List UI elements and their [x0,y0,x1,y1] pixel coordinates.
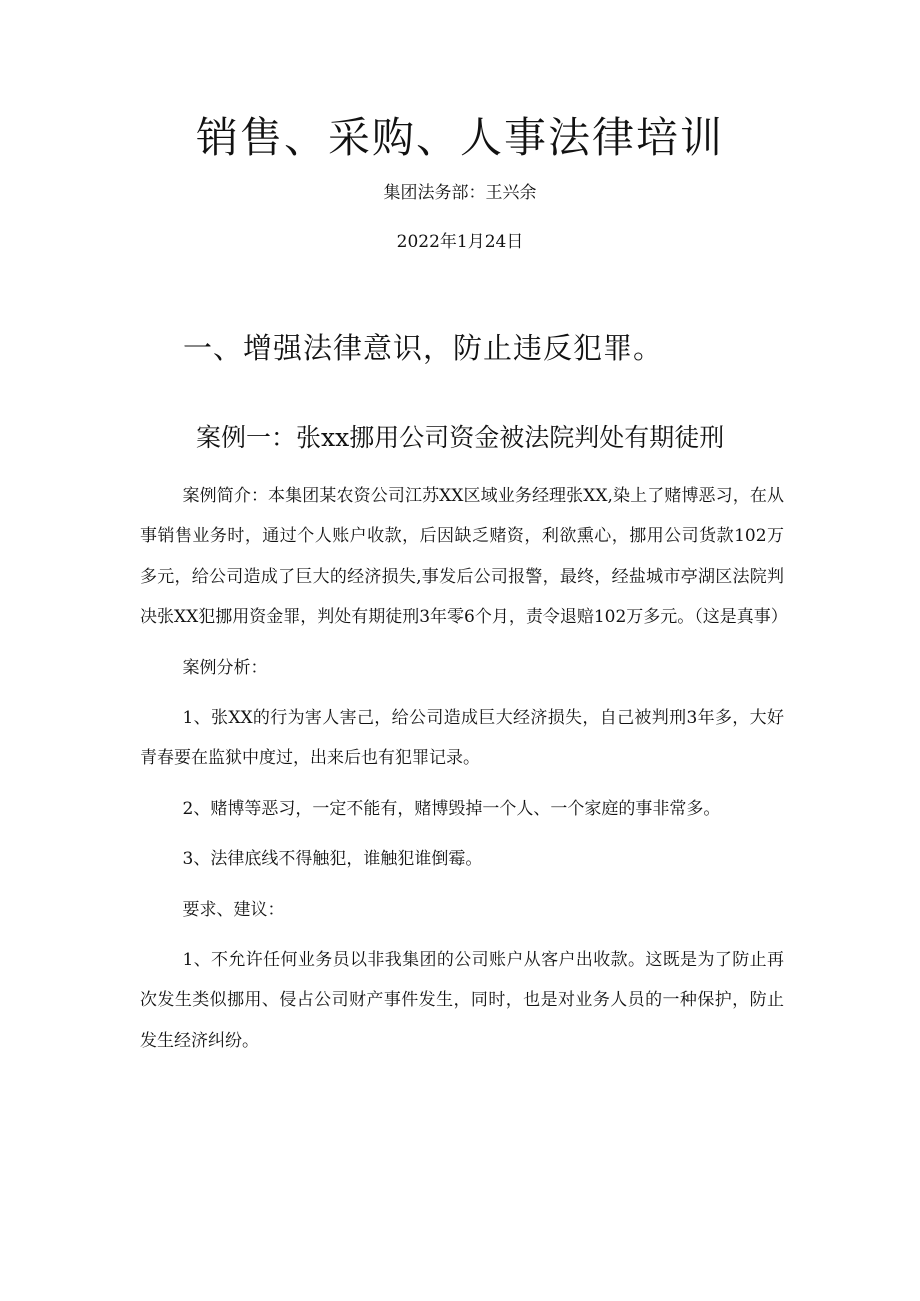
requirements-label: 要求、建议： [182,899,285,920]
case-body [140,476,788,1071]
section-heading: 一、增强法律意识，防止违反犯罪。 [183,331,664,365]
document-author: 集团法务部：王兴余 [383,183,537,203]
case-summary-paragraph: 案例简介：本集团某农资公司江苏XX区域业务经理张XX,染上了赌博恶习，在从事销售业务时，通过个人账户收款，后因缺乏赌资，利欲熏心，挪用公司货款102万多元，给公司造成了巨大的经济损失,事发后公司报警，最终，经盐城市亭湖区法院判决张XX犯挪用资金罪，判处有期徒刑3年零6个月，责令退赔102万多元。（这是真事） [140,486,788,628]
analysis-point-1: 1、张XX的行为害人害己，给公司造成巨大经济损失，自己被判刑3年多，大好青春要在监狱中度过，出来后也有犯罪记录。 [140,708,784,769]
case-analysis-label: 案例分析： [182,657,268,678]
case-title: 案例一：张xx挪用公司资金被法院判处有期徒刑 [196,423,725,452]
document-date: 2022年1月24日 [396,232,524,252]
analysis-point-3: 3、法律底线不得触犯，谁触犯谁倒霉。 [182,849,483,870]
requirement-point-1: 1、不允许任何业务员以非我集团的公司账户从客户出收款。这既是为了防止再次发生类似挪用、侵占公司财产事件发生，同时，也是对业务人员的一种保护，防止发生经济纠纷。 [140,950,784,1051]
analysis-point-2: 2、赌博等恶习，一定不能有，赌博毁掉一个人、一个家庭的事非常多。 [182,798,721,819]
document-title: 销售、采购、人事法律培训 [195,113,724,162]
